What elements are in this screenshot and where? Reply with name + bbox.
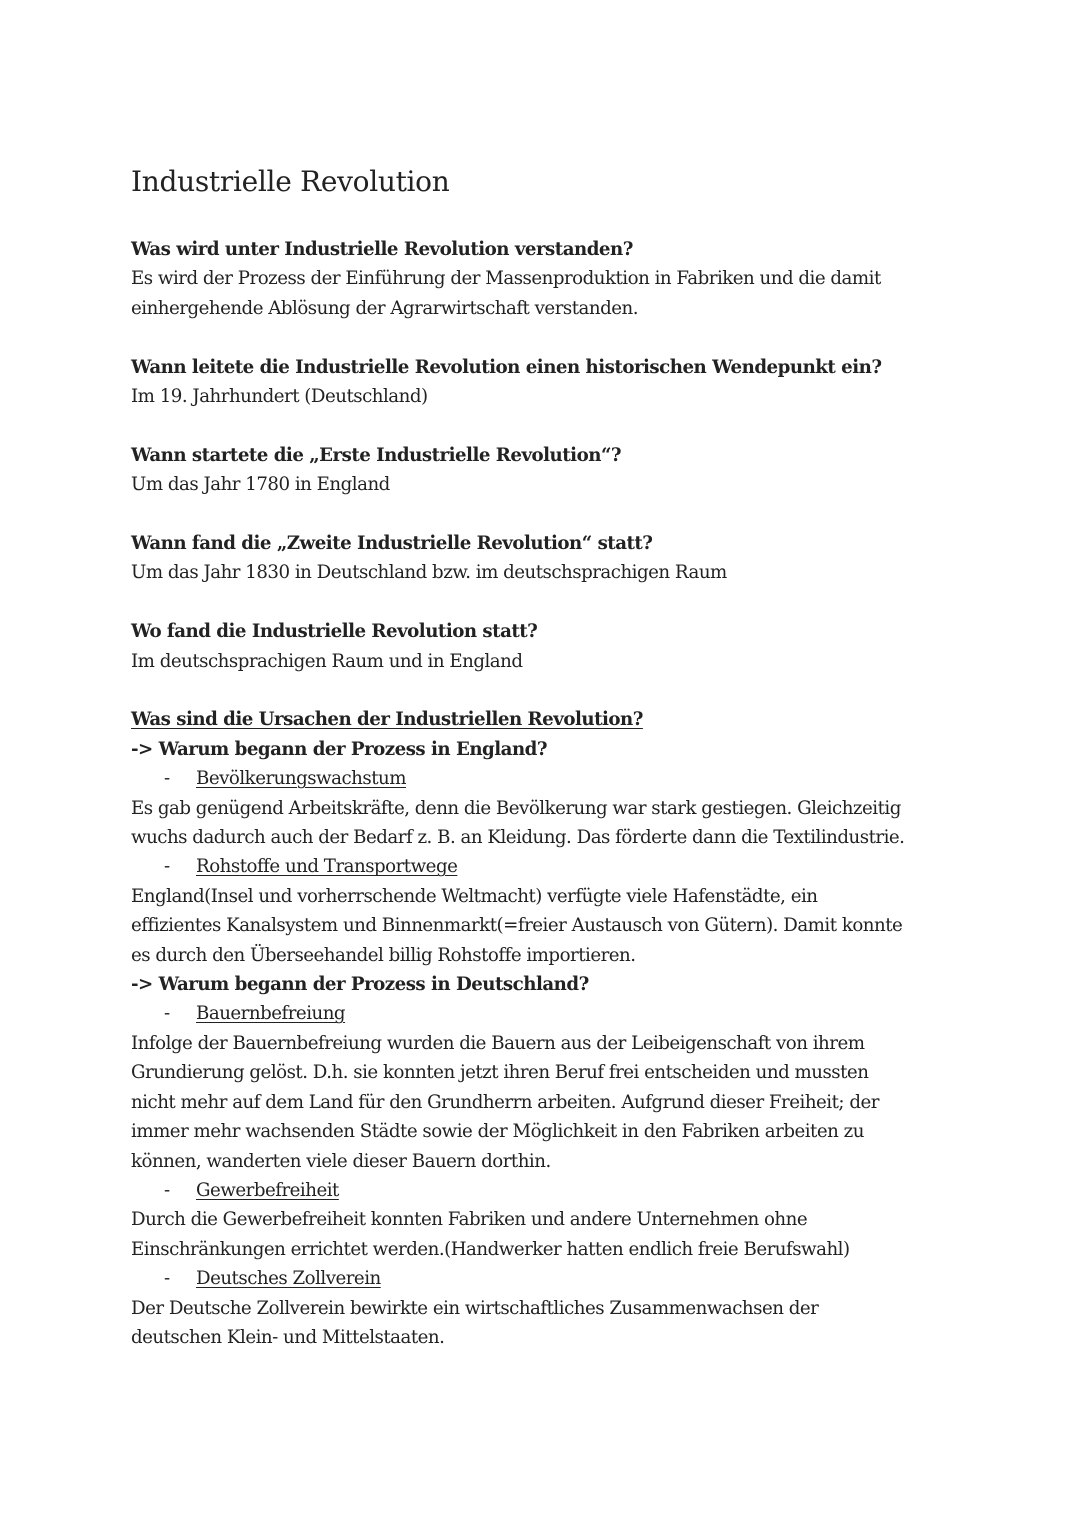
qa-block-3 <box>131 441 951 500</box>
bullet-dash: - <box>164 1268 170 1290</box>
text-line: nicht mehr auf dem Land für den Grundherrn arbeiten. Aufgrund dieser Freiheit; der <box>131 1091 879 1113</box>
page-title: Industrielle Revolution <box>131 165 450 198</box>
question-4: Wann fand die „Zweite Industrielle Revolution“ statt? <box>131 533 653 555</box>
text-line: Es gab genügend Arbeitskräfte, denn die Bevölkerung war stark gestiegen. Gleichzeitig <box>131 797 901 819</box>
text-line: Durch die Gewerbefreiheit konnten Fabriken und andere Unternehmen ohne <box>131 1209 808 1231</box>
answer-1-line-1: Es wird der Prozess der Einführung der Massenproduktion in Fabriken und die damit <box>131 268 881 290</box>
text-line: Einschränkungen errichtet werden.(Handwerker hatten endlich freie Berufswahl) <box>131 1238 850 1260</box>
text-line: England(Insel und vorherrschende Weltmacht) verfügte viele Hafenstädte, ein <box>131 885 818 907</box>
bullet-dash: - <box>164 768 170 790</box>
question-5: Wo fand die Industrielle Revolution statt? <box>131 621 538 643</box>
question-1: Was wird unter Industrielle Revolution verstanden? <box>131 239 633 260</box>
qa-block-1 <box>131 235 951 323</box>
qa-block-5 <box>131 617 951 676</box>
bullet-label: Bauernbefreiung <box>196 1003 346 1025</box>
bullet-dash: - <box>164 1003 170 1025</box>
answer-5: Im deutschsprachigen Raum und in England <box>131 650 523 672</box>
question-2: Wann leitete die Industrielle Revolution einen historischen Wendepunkt ein? <box>131 356 882 378</box>
document-page <box>131 160 951 1352</box>
bullet-item <box>131 999 951 1028</box>
bullet-item <box>131 764 951 793</box>
bullet-item <box>131 1176 951 1205</box>
bullet-dash: - <box>164 1179 170 1201</box>
text-line: es durch den Überseehandel billig Rohstoffe importieren. <box>131 944 636 966</box>
answer-4: Um das Jahr 1830 in Deutschland bzw. im deutschsprachigen Raum <box>131 562 727 584</box>
qa-block-2 <box>131 353 951 412</box>
bullet-label: Rohstoffe und Transportwege <box>196 856 458 878</box>
qa-block-4 <box>131 529 951 588</box>
england-subheading: -> Warum begann der Prozess in England? <box>131 738 548 760</box>
answer-3: Um das Jahr 1780 in England <box>131 474 390 496</box>
answer-2: Im 19. Jahrhundert (Deutschland) <box>131 386 428 408</box>
bullet-label: Deutsches Zollverein <box>196 1268 381 1290</box>
bullet-item <box>131 852 951 881</box>
text-line: wuchs dadurch auch der Bedarf z. B. an Kleidung. Das förderte dann die Textilindustrie. <box>131 827 905 849</box>
text-line: Grundierung gelöst. D.h. sie konnten jetzt ihren Beruf frei entscheiden und mussten <box>131 1062 869 1084</box>
bullet-label: Bevölkerungswachstum <box>196 768 406 790</box>
text-line: immer mehr wachsenden Städte sowie der Möglichkeit in den Fabriken arbeiten zu <box>131 1121 864 1143</box>
causes-heading: Was sind die Ursachen der Industriellen Revolution? <box>131 709 643 731</box>
bullet-dash: - <box>164 856 170 878</box>
answer-1-line-2: einhergehende Ablösung der Agrarwirtschaft verstanden. <box>131 297 638 319</box>
question-3: Wann startete die „Erste Industrielle Revolution“? <box>131 444 622 466</box>
text-line: Der Deutsche Zollverein bewirkte ein wirtschaftliches Zusammenwachsen der <box>131 1297 819 1319</box>
text-line: deutschen Klein- und Mittelstaaten. <box>131 1326 445 1348</box>
text-line: effizientes Kanalsystem und Binnenmarkt(=freier Austausch von Gütern). Damit konnte <box>131 915 903 937</box>
bullet-item <box>131 1264 951 1293</box>
text-line: können, wanderten viele dieser Bauern dorthin. <box>131 1150 551 1172</box>
text-line: Infolge der Bauernbefreiung wurden die Bauern aus der Leibeigenschaft von ihrem <box>131 1032 865 1054</box>
causes-section <box>131 705 951 1352</box>
germany-subheading: -> Warum begann der Prozess in Deutschland? <box>131 974 589 996</box>
bullet-label: Gewerbefreiheit <box>196 1179 339 1201</box>
